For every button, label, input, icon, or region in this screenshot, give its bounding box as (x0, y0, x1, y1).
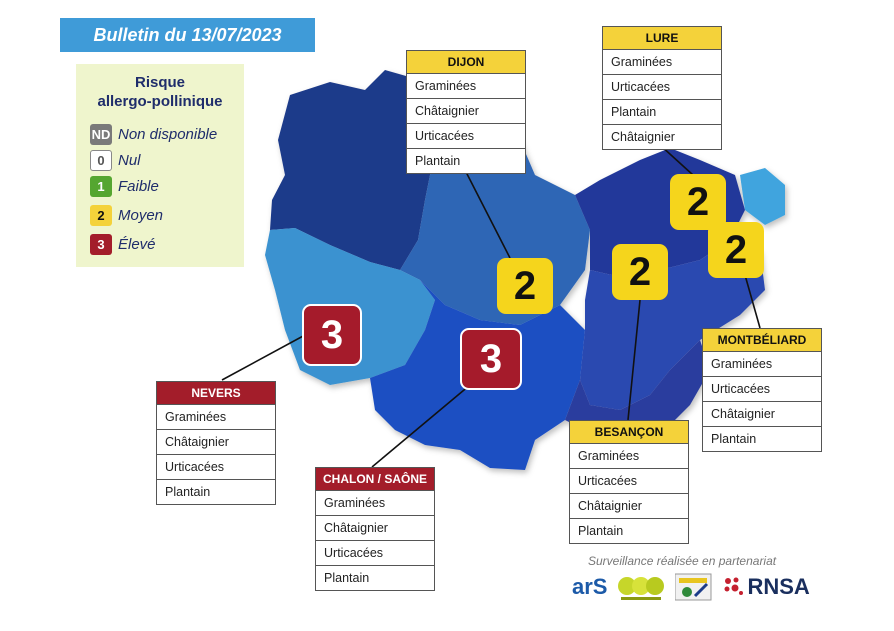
risk-badge-montbeliard: 2 (708, 222, 764, 278)
legend-badge-2: 2 (90, 205, 112, 226)
risk-badge-lure: 2 (670, 174, 726, 230)
pollen-item: Châtaignier (157, 429, 275, 454)
bulletin-title: Bulletin du 13/07/2023 (60, 18, 315, 52)
pollen-item: Graminées (157, 404, 275, 429)
pollen-item: Châtaignier (407, 98, 525, 123)
pollen-item: Graminées (407, 73, 525, 98)
rnsa-logo-text: RNSA (747, 574, 810, 599)
legend-badge-3: 3 (90, 234, 112, 255)
rnsa-logo (723, 574, 809, 600)
station-box-nevers (156, 381, 276, 505)
station-box-montbeliard (702, 328, 822, 452)
legend-label-1: Faible (118, 178, 159, 195)
ars-logo (572, 574, 607, 600)
station-name-montbeliard: MONTBÉLIARD (703, 329, 821, 351)
pollen-item: Urticacées (157, 454, 275, 479)
station-box-lure (602, 26, 722, 150)
risk-badge-nevers: 3 (302, 304, 362, 366)
station-name-besancon: BESANÇON (570, 421, 688, 443)
station-name-chalon: CHALON / SAÔNE (316, 468, 434, 490)
legend-label-3: Élevé (118, 236, 156, 253)
pollen-item: Plantain (570, 518, 688, 543)
pollen-item: Plantain (703, 426, 821, 451)
legend-label-nd: Non disponible (118, 126, 218, 143)
legend-badge-1: 1 (90, 176, 112, 197)
legend-title-line1: Risque (134, 74, 185, 91)
risk-badge-chalon: 3 (460, 328, 522, 390)
pollen-item: Châtaignier (316, 515, 434, 540)
department-territoire-de-belfort (740, 168, 785, 225)
pollen-item: Urticacées (603, 74, 721, 99)
station-name-lure: LURE (603, 27, 721, 49)
pollen-item: Urticacées (703, 376, 821, 401)
pollen-item: Plantain (316, 565, 434, 590)
legend-label-0: Nul (118, 152, 141, 169)
connector-nevers (222, 335, 305, 380)
pollen-item: Graminées (603, 49, 721, 74)
pollen-item: Plantain (603, 99, 721, 124)
pollen-item: Urticacées (570, 468, 688, 493)
legend-title-line2: allergo-pollinique (97, 93, 223, 110)
pollen-item: Graminées (316, 490, 434, 515)
pollen-item: Graminées (570, 443, 688, 468)
asqab-logo (617, 572, 665, 602)
risk-badge-besancon: 2 (612, 244, 668, 300)
ars-logo-text: arS (572, 574, 608, 599)
risk-badge-dijon: 2 (497, 258, 553, 314)
partners-logos (572, 572, 820, 602)
station-box-besancon (569, 420, 689, 544)
pollen-item: Plantain (407, 148, 525, 173)
legend-badge-nd: ND (90, 124, 112, 145)
station-box-chalon (315, 467, 435, 591)
pollen-item: Urticacées (407, 123, 525, 148)
pollen-item: Châtaignier (570, 493, 688, 518)
pollen-item: Plantain (157, 479, 275, 504)
partners-caption: Surveillance réalisée en partenariat (588, 554, 777, 568)
rnsa-dots-icon (723, 576, 745, 598)
legend-label-2: Moyen (118, 207, 164, 224)
rafcl-logo (675, 572, 713, 602)
station-box-dijon (406, 50, 526, 174)
station-name-nevers: NEVERS (157, 382, 275, 404)
pollen-item: Châtaignier (703, 401, 821, 426)
station-name-dijon: DIJON (407, 51, 525, 73)
pollen-item: Châtaignier (603, 124, 721, 149)
pollen-item: Graminées (703, 351, 821, 376)
legend-badge-0: 0 (90, 150, 112, 171)
pollen-item: Urticacées (316, 540, 434, 565)
